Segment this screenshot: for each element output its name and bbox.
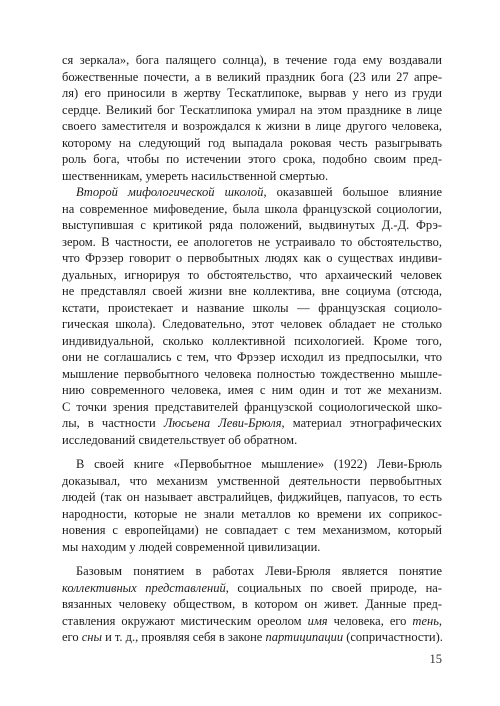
text-run: на современное мифоведение, была школа французской социологии, [62,201,442,216]
text-run: (сопричастности). [343,630,443,644]
text-run: нию современного человека, имея с ним один и тот же механизм. [62,383,442,397]
italic-term: коллективных представлений [62,580,226,595]
text-line [62,234,442,251]
text-run: дуальных, игнорируя то обстоятельство, что архаический человек [62,267,442,282]
text-run: мы находим у людей современной цивилизации. [62,539,321,554]
text-line [62,563,442,580]
text-run: С точки зрения представителей французской социологической шко- [62,399,442,414]
text-line [62,168,442,185]
text-line [62,399,442,416]
text-run: людей (так он называет австралийцев, фиджийцев, папуасов, то есть [62,490,442,504]
text-line [62,217,442,234]
text-line [62,596,442,613]
text-line [62,300,442,317]
italic-term: Второй мифологической школой [76,185,264,199]
italic-term: имя [307,613,328,628]
text-line [62,201,442,218]
text-run: его [62,630,82,644]
text-line [62,489,442,506]
text-run: которому на следующий год выпадала роковая честь разыгрывать [62,135,442,150]
text-run: исследований свидетельствует об обратном. [62,432,298,447]
text-line [62,316,442,333]
text-line [62,432,442,449]
text-line [62,349,442,366]
text-line [62,52,442,69]
paragraph-gap [62,448,442,456]
text-run: , социальных по своей природе, на- [225,580,442,595]
text-run: кстати, проистекает и название школы — французская социоло- [62,300,442,315]
text-line [62,473,442,490]
text-line [62,250,442,267]
text-line [62,613,442,630]
text-line [62,135,442,152]
text-run: человека, его [327,613,413,628]
text-run: ля) его приносили в жертву Тескатлипоке, вырвав у него из груди [62,86,442,100]
text-line [62,283,442,300]
text-line [62,382,442,399]
text-line [62,506,442,523]
text-run: выступившая с критикой ряда положений, выдвинутых Д.-Д. Фрэ- [62,218,442,232]
text-run: сердце. Великий бог Тескатлипока умирал на этом празднике в лице [62,102,442,117]
text-run: и т. д., проявляя себя в законе [101,630,266,644]
text-line [62,522,442,539]
text-run: что Фрэзер говорит о первобытных людях как о существах индиви- [62,251,442,265]
text-run: В своей книге «Первобытное мышление» (1922) Леви-Брюль [76,457,442,471]
text-run: , оказавшей большое влияние [263,185,443,199]
text-run: народности, которые не знали металлов ко времени их соприкос- [62,506,442,521]
text-line [62,456,442,473]
text-run: шественникам, умереть насильственной смертью. [62,168,329,183]
text-run: , [438,613,443,628]
text-run: зером. В частности, ее апологетов не устраивало то обстоятельство, [62,234,442,249]
text-run: ся зеркала», бога палящего солнца), в течение года ему воздавали [62,53,442,67]
text-line [62,118,442,135]
text-line [62,267,442,284]
text-run: , материал этнографических [281,416,442,430]
text-line [62,580,442,597]
text-run: индивидуальной, сколько коллективной психологией. Кроме того, [62,333,442,348]
text-line [62,415,442,432]
text-run: вязанных человеку обществом, в котором он живет. Данные пред- [62,597,442,611]
text-run: не представлял своей жизни вне коллектива, вне социума (отсюда, [62,284,442,298]
paragraph-gap [62,555,442,563]
body-text [62,52,442,646]
italic-term: Люсьена Леви-Брюля [163,416,282,430]
text-line [62,102,442,119]
page-number: 15 [429,652,442,666]
text-line [62,184,442,201]
text-run: доказывал, что механизм умственной деятельности первобытных [62,473,442,488]
text-line [62,69,442,86]
text-run: гическая школа). Следовательно, этот человек обладает не столько [62,317,442,331]
text-run: мышление первобытного человека полностью тождественно мышле- [62,366,442,381]
italic-term: сны [81,630,102,644]
text-run: божественные почести, а в великий праздник бога (23 или 27 апре- [62,69,442,84]
text-run: лы, в частности [62,416,164,430]
italic-term: тень [412,613,439,628]
text-run: роль бога, чтобы по истечении этого срока, подобно своим пред- [62,152,442,166]
text-line [62,85,442,102]
text-run: ставления окружают мистическим ореолом [62,613,308,628]
text-run: своего заместителя и возрождался к жизни в лице другого человека, [62,119,442,133]
text-run: они не соглашались с тем, что Фрэзер исходил из предпосылки, что [62,350,442,364]
text-line [62,151,442,168]
italic-term: партиципации [265,630,344,644]
text-run: Базовым понятием в работах Леви-Брюля является понятие [76,564,442,578]
text-line [62,629,442,646]
text-line [62,366,442,383]
text-line [62,333,442,350]
text-run: новения с европейцами) не совпадает с тем механизмом, который [62,523,442,537]
text-line [62,539,442,556]
